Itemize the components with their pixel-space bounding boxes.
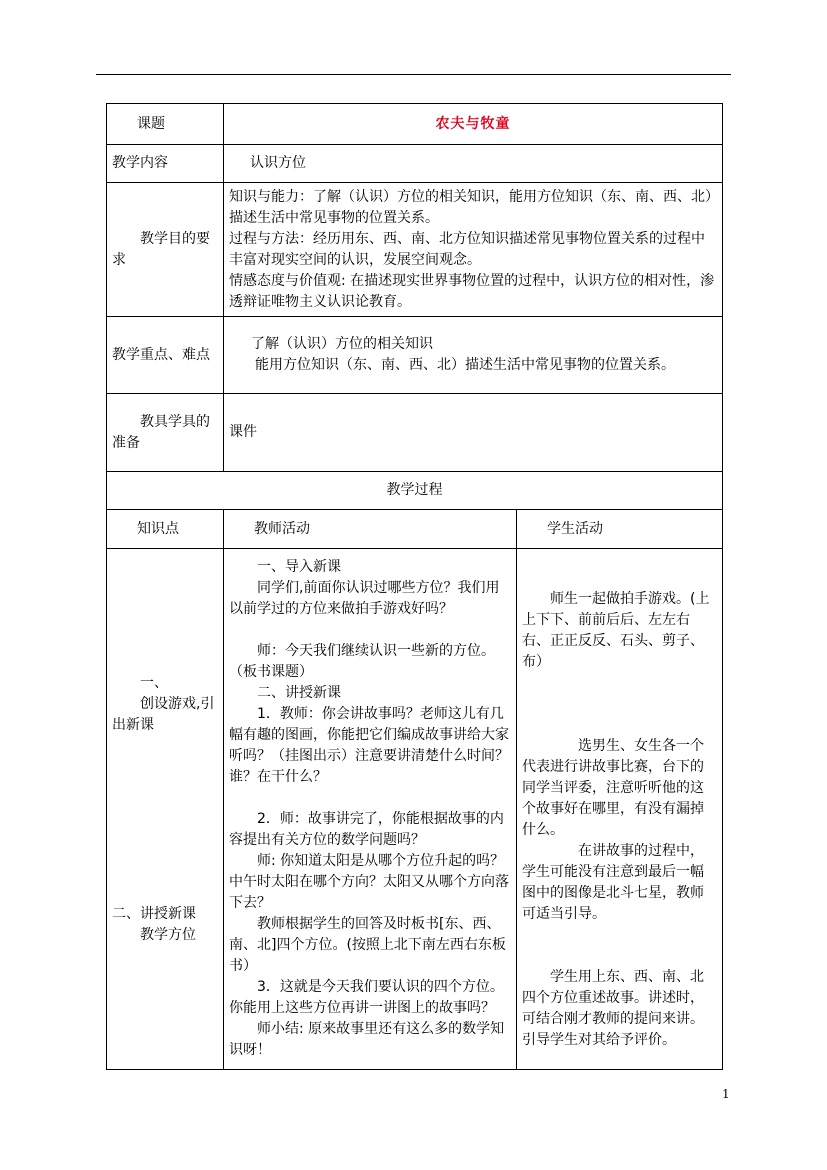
row-key-points — [107, 317, 723, 394]
goal-process: 过程与方法：经历用东、西、南、北方位知识描述常见事物位置关系的过程中丰富对现实空间的认识，发展空间观念。 — [229, 230, 705, 268]
content-label: 教学内容 — [107, 145, 224, 183]
goal-knowledge: 知识与能力：了解（认识）方位的相关知识，能用方位知识（东、南、西、北）描述生活中常见事物的位置关系。 — [229, 188, 712, 226]
key-cell — [224, 317, 723, 394]
col-knowledge: 知识点 — [107, 510, 224, 549]
tools-value: 课件 — [224, 394, 723, 472]
teacher-step-3: 师：今天我们继续认识一些新的方位。（板书课题） — [229, 643, 495, 680]
row-column-headers — [107, 510, 723, 549]
student-cell — [517, 549, 723, 1070]
teacher-step-9: 3．这就是今天我们要认识的四个方位。你能用上这些方位再讲一讲图上的故事吗？ — [229, 979, 504, 1016]
teacher-step-1: 一、导入新课 — [257, 559, 341, 575]
header-rule — [96, 74, 731, 75]
key-label: 教学重点、难点 — [107, 317, 224, 394]
teacher-step-2: 同学们,前面你认识过哪些方位？我们用以前学过的方位来做拍手游戏好吗？ — [229, 580, 500, 617]
row-content — [107, 145, 723, 183]
goals-cell — [224, 183, 723, 317]
student-step-4: 学生用上东、西、南、北四个方位重述故事。讲述时，可结合刚才教师的提问来讲。引导学生对其给予评价。 — [522, 968, 704, 1048]
title-label: 课题 — [107, 104, 224, 145]
knowledge-2-num: 二、讲授新课 — [112, 905, 196, 922]
knowledge-1-num: 一、 — [140, 674, 168, 691]
knowledge-1-text: 创设游戏,引出新课 — [112, 695, 215, 733]
knowledge-cell — [107, 549, 224, 1070]
tools-label: 教具学具的准备 — [107, 394, 224, 472]
row-process-heading — [107, 472, 723, 510]
goals-label: 教学目的要求 — [107, 183, 224, 317]
row-process — [107, 549, 723, 1070]
page-number: 1 — [722, 1087, 730, 1101]
lesson-title: 农夫与牧童 — [224, 104, 723, 145]
col-teacher: 教师活动 — [224, 510, 517, 549]
goal-attitude: 情感态度与价值观: 在描述现实世界事物位置的过程中，认识方位的相对性，渗透辩证唯物主义认识论教育。 — [229, 272, 715, 310]
row-tools — [107, 394, 723, 472]
row-goals — [107, 183, 723, 317]
student-step-1: 师生一起做拍手游戏。(上上下下、前前后后、左左右右、正正反反、石头、剪子、布） — [522, 590, 710, 670]
teacher-step-7: 师: 你知道太阳是从哪个方位升起的吗？中午时太阳在哪个方向？太阳又从哪个方向落下去？ — [229, 853, 509, 911]
teacher-step-4: 二、讲授新课 — [257, 685, 341, 701]
teacher-cell — [224, 549, 517, 1070]
student-step-3: 在讲故事的过程中，学生可能没有注意到最后一幅图中的图像是北斗七星，教师可适当引导。 — [522, 842, 704, 922]
col-student: 学生活动 — [517, 510, 723, 549]
teacher-step-10: 师小结: 原来故事里还有这么多的数学知识呀！ — [229, 1021, 505, 1058]
lesson-plan-table — [106, 103, 723, 1070]
knowledge-2-text: 教学方位 — [140, 926, 196, 943]
row-title — [107, 104, 723, 145]
teacher-step-6: 2．师：故事讲完了，你能根据故事的内容提出有关方位的数学问题吗？ — [229, 811, 504, 848]
student-step-2: 选男生、女生各一个代表进行讲故事比赛，台下的同学当评委，注意听听他的这个故事好在哪里，有没有漏掉什么。 — [522, 737, 704, 838]
teacher-step-5: 1．教师：你会讲故事吗？老师这儿有几幅有趣的图画，你能把它们编成故事讲给大家听吗？（挂图出示）注意要讲清楚什么时间？谁？在干什么？ — [229, 706, 509, 785]
key-point-1: 了解（认识）方位的相关知识 — [251, 336, 433, 352]
content-value: 认识方位 — [224, 145, 723, 183]
process-heading: 教学过程 — [107, 472, 723, 510]
teacher-step-8: 教师根据学生的回答及时板书[东、西、南、北]四个方位。(按照上北下南左西右东板书） — [229, 916, 506, 974]
key-point-2: 能用方位知识（东、南、西、北）描述生活中常见事物的位置关系。 — [255, 357, 675, 373]
